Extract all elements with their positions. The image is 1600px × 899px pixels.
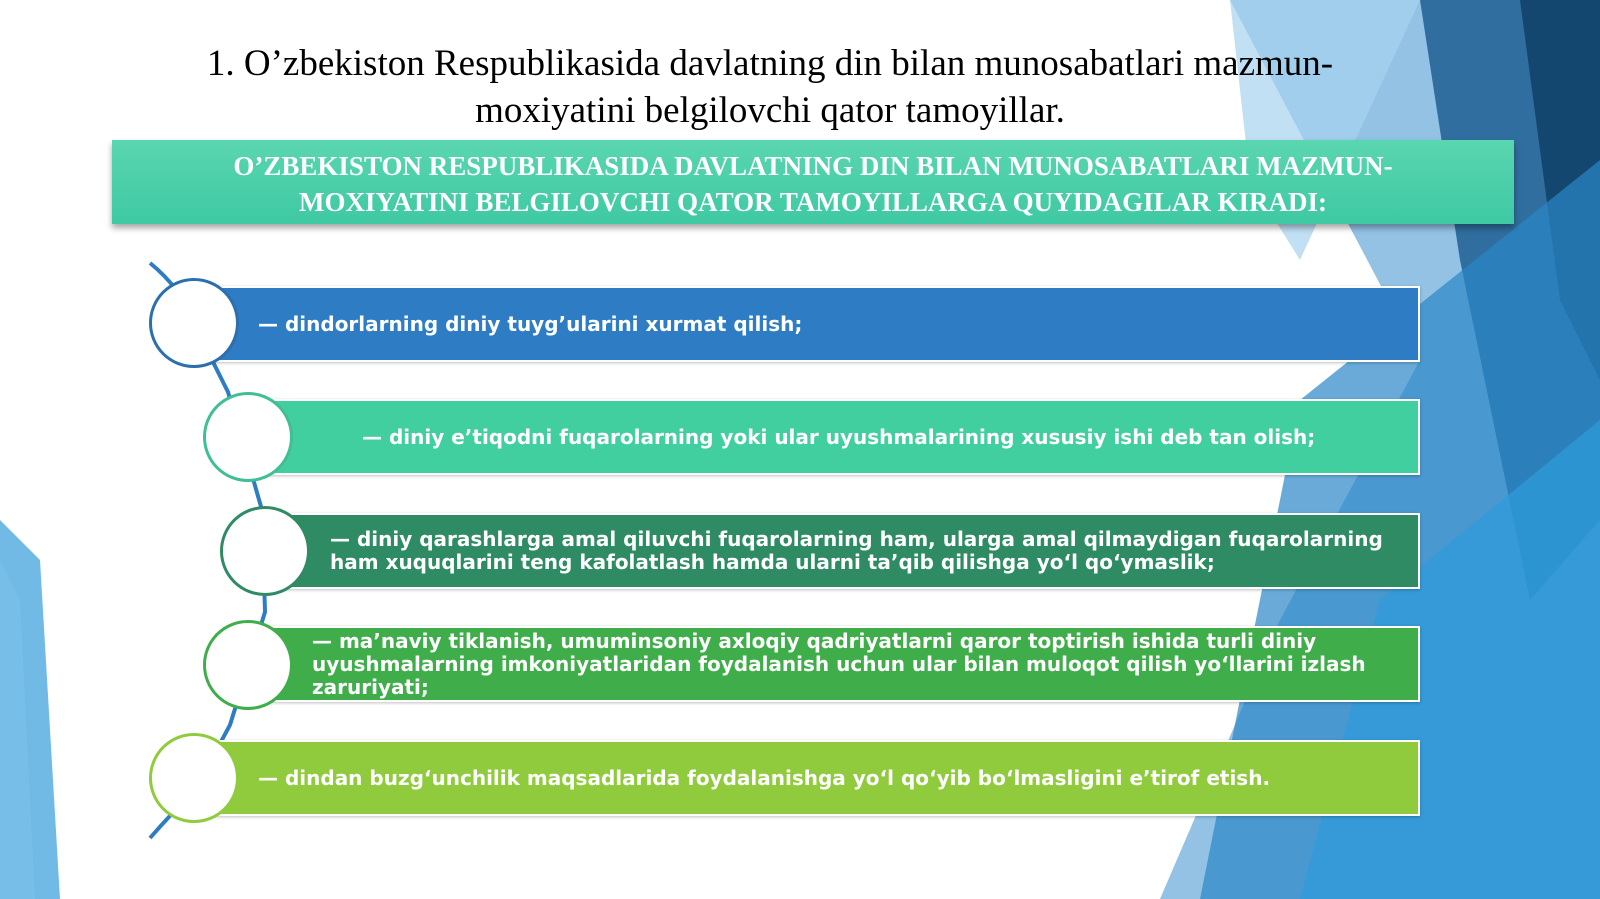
timeline-node-4 (203, 620, 293, 710)
timeline-node-2 (203, 392, 293, 482)
principle-bar-4 (250, 626, 1420, 702)
slide-title-line2: moxiyatini belgilovchi qator tamoyillar. (475, 90, 1065, 131)
slide-title-line1: 1. O’zbekiston Respublikasida davlatning din bilan munosabatlari mazmun- (206, 43, 1334, 84)
principle-text-1: — dindorlarning diniy tuyg’ularini xurmat qilish; (258, 311, 803, 336)
principle-bar-2 (250, 399, 1420, 475)
principle-text-4: — ma’naviy tiklanish, umuminsoniy axloqiy qadriyatlarni qaror toptirish ishida turli diniy uyushmalarning imkoniyatlaridan foydalanish uchun ular bilan muloqot qilish yo‘llarini izlash zaruriyati; (312, 628, 1366, 699)
principle-bar-1 (200, 286, 1420, 362)
principle-bar-5 (200, 740, 1420, 816)
banner-text (132, 148, 1494, 220)
timeline-node-3 (220, 506, 310, 596)
timeline-node-5 (149, 733, 239, 823)
principle-bar-3 (268, 513, 1420, 589)
principle-text-5: — dindan buzg‘unchilik maqsadlarida foydalanishga yo‘l qo‘yib bo‘lmasligini e’tirof etish. (258, 765, 1271, 790)
principle-text-2: — diniy e’tiqodni fuqarolarning yoki ular uyushmalarining xususiy ishi deb tan olish; (362, 424, 1316, 449)
timeline-node-1 (149, 278, 239, 368)
banner-line1: O’ZBEKISTON RESPUBLIKASIDA DAVLATNING DIN BILAN MUNOSABATLARI MAZMUN- (233, 151, 1393, 181)
banner-line2: MOXIYATINI BELGILOVCHI QATOR TAMOYILLARGA QUYIDAGILAR KIRADI: (299, 187, 1327, 217)
section-banner (112, 140, 1514, 224)
slide-title (110, 40, 1430, 134)
principle-text-3: — diniy qarashlarga amal qiluvchi fuqarolarning ham, ularga amal qilmaydigan fuqarolarning ham xuquqlarini teng kafolatlash hamda ularni ta’qib qilishga yo‘l qo‘ymaslik; (330, 527, 1383, 574)
